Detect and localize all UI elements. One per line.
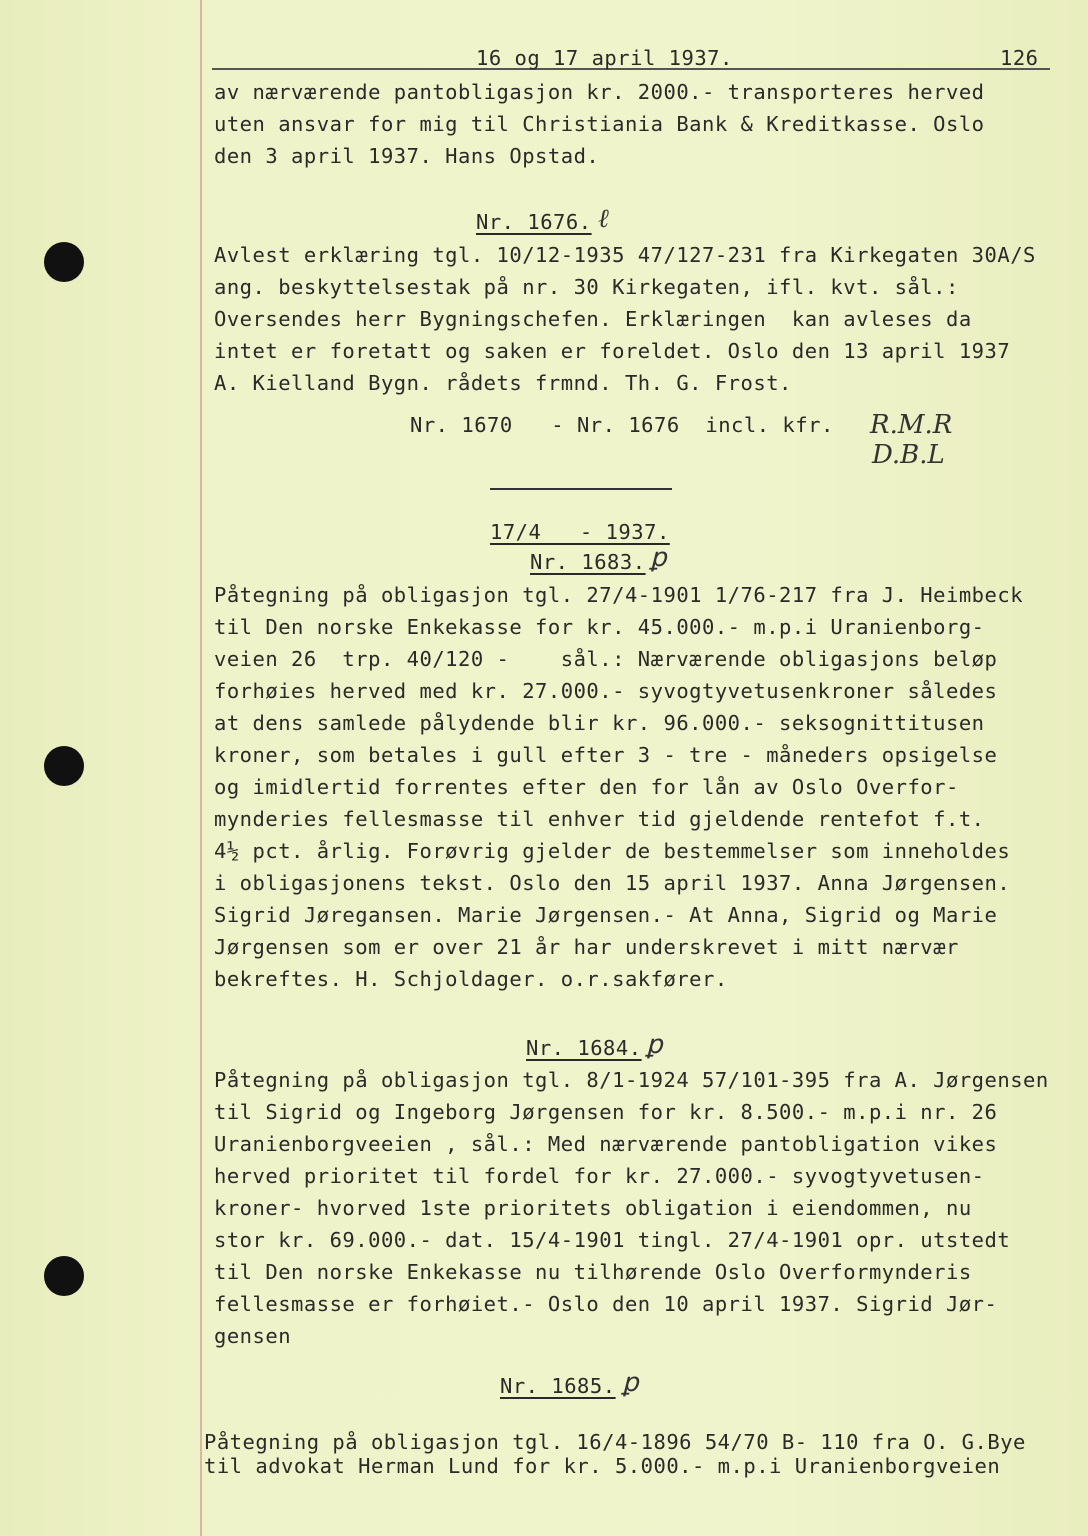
text-line: ang. beskyttelsestak på nr. 30 Kirkegaten, ifl. kvt. sål.: (214, 275, 959, 299)
text-line: uten ansvar for mig til Christiania Bank & Kreditkasse. Oslo (214, 112, 985, 136)
text-line: at dens samlede pålydende blir kr. 96.000.- seksognittitusen (214, 711, 985, 735)
text-line: mynderies fellesmasse til enhver tid gjeldende rentefot f.t. (214, 807, 985, 831)
text-line: veien 26 trp. 40/120 - sål.: Nærværende obligasjons beløp (214, 647, 998, 671)
initials-mark: ꝑ (650, 543, 667, 573)
signature-mark: R.M.R (870, 410, 953, 440)
text-line: Oversendes herr Bygningschefen. Erklæringen kan avleses da (214, 307, 972, 331)
text-line: fellesmasse er forhøiet.- Oslo den 10 april 1937. Sigrid Jør- (214, 1292, 998, 1316)
text-line: gensen (214, 1324, 292, 1348)
text-line: Avlest erklæring tgl. 10/12-1935 47/127-231 fra Kirkegaten 30A/S (214, 243, 1036, 267)
text-line: den 3 april 1937. Hans Opstad. (214, 144, 600, 168)
separator-rule (490, 488, 672, 490)
entry-heading: Nr. 1685. (500, 1374, 616, 1398)
binder-hole-icon (44, 242, 84, 282)
entry-heading: Nr. 1684. (526, 1036, 642, 1060)
initials-mark: ꝑ (646, 1030, 663, 1060)
date-heading: 17/4 - 1937. (490, 520, 670, 544)
text-line: Påtegning på obligasjon tgl. 8/1-1924 57/101-395 fra A. Jørgensen (214, 1068, 1049, 1092)
text-line: kroner, som betales i gull efter 3 - tre - måneders opsigelse (214, 743, 998, 767)
page-number: 126 (1000, 46, 1039, 70)
initials-mark: ꝑ (622, 1368, 639, 1398)
text-line: Påtegning på obligasjon tgl. 27/4-1901 1/76-217 fra J. Heimbeck (214, 583, 1024, 607)
text-line: til Den norske Enkekasse nu tilhørende Oslo Overformynderis (214, 1260, 972, 1284)
binder-hole-icon (44, 746, 84, 786)
text-line: i obligasjonens tekst. Oslo den 15 april 1937. Anna Jørgensen. (214, 871, 1011, 895)
text-line: bekreftes. H. Schjoldager. o.r.sakfører. (214, 967, 728, 991)
entry-heading: Nr. 1683. (530, 550, 646, 574)
text-line: av nærværende pantobligasjon kr. 2000.- transporteres herved (214, 80, 985, 104)
text-line: Uranienborgveeien , sål.: Med nærværende pantobligation vikes (214, 1132, 998, 1156)
entry-heading: Nr. 1676. (476, 210, 592, 234)
margin-line (200, 0, 202, 1536)
text-line: Sigrid Jøregansen. Marie Jørgensen.- At Anna, Sigrid og Marie (214, 903, 998, 927)
text-line: Jørgensen som er over 21 år har underskrevet i mitt nærvær (214, 935, 959, 959)
text-line: A. Kielland Bygn. rådets frmnd. Th. G. Frost. (214, 371, 792, 395)
text-line: stor kr. 69.000.- dat. 15/4-1901 tingl. 27/4-1901 opr. utstedt (214, 1228, 1011, 1252)
text-line: til Den norske Enkekasse for kr. 45.000.- m.p.i Uranienborg- (214, 615, 985, 639)
text-line: 4½ pct. årlig. Forøvrig gjelder de bestemmelser som inneholdes (214, 839, 1011, 863)
header-date: 16 og 17 april 1937. (476, 46, 733, 70)
signature-mark: D.B.L (872, 440, 945, 470)
summary-line: Nr. 1670 - Nr. 1676 incl. kfr. (410, 413, 834, 437)
binder-hole-icon (44, 1256, 84, 1296)
text-line: intet er foretatt og saken er foreldet. Oslo den 13 april 1937 (214, 339, 1011, 363)
text-line: kroner- hvorved 1ste prioritets obligation i eiendommen, nu (214, 1196, 972, 1220)
text-line: og imidlertid forrentes efter den for lån av Oslo Overfor- (214, 775, 959, 799)
text-line: herved prioritet til fordel for kr. 27.000.- syvogtyvetusen- (214, 1164, 985, 1188)
text-line: forhøies herved med kr. 27.000.- syvogtyvetusenkroner således (214, 679, 998, 703)
text-line: til advokat Herman Lund for kr. 5.000.- m.p.i Uranienborgveien (204, 1454, 1001, 1478)
initials-mark: ℓ (598, 204, 609, 234)
text-line: til Sigrid og Ingeborg Jørgensen for kr. 8.500.- m.p.i nr. 26 (214, 1100, 998, 1124)
text-line: Påtegning på obligasjon tgl. 16/4-1896 54/70 B- 110 fra O. G.Bye (204, 1430, 1026, 1454)
